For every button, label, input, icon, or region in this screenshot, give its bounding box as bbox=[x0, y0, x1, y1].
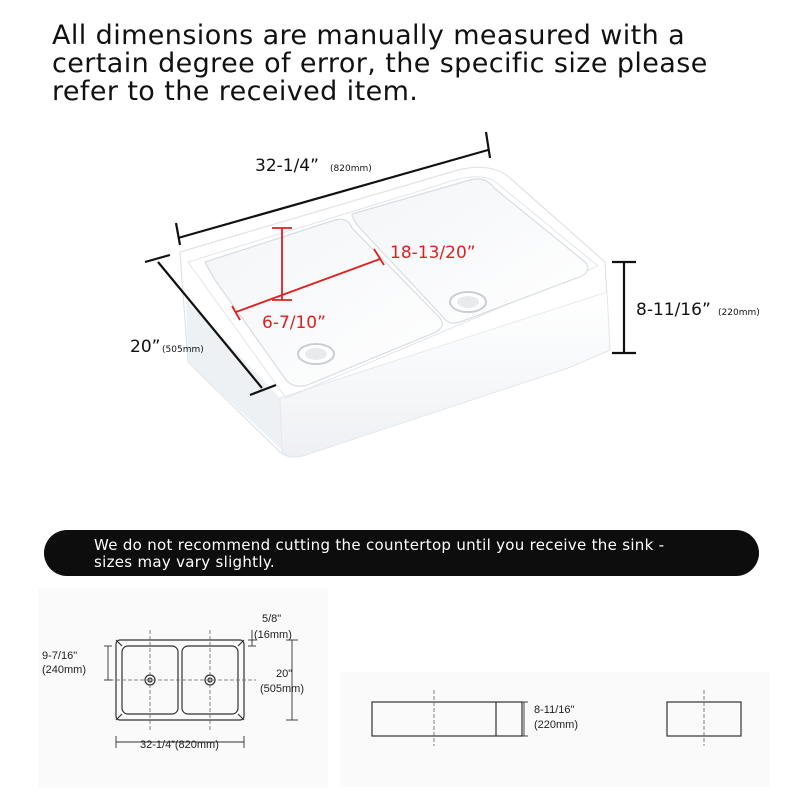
disclaimer-headline: All dimensions are manually measured with a certain degree of error, the specific size please refer to the received item. bbox=[52, 20, 708, 107]
bowl-depth-label: 6-7/10” bbox=[262, 313, 326, 333]
notice-line-2: sizes may vary slightly. bbox=[94, 553, 275, 571]
rim-metric: (16mm) bbox=[254, 629, 292, 641]
plan-depth-metric: (505mm) bbox=[260, 683, 305, 695]
notice-line-1: We do not recommend cutting the countertop until you receive the sink - bbox=[94, 536, 665, 554]
elevation-height-imperial: 8-11/16" bbox=[534, 704, 575, 716]
notice-text bbox=[94, 537, 734, 571]
length-mm-label: (820mm) bbox=[330, 164, 372, 174]
overall-height-dimension bbox=[612, 262, 636, 353]
bowl-length-label: 18-13/20” bbox=[390, 243, 476, 263]
height-mm-label: (220mm) bbox=[718, 308, 760, 318]
rim-imperial: 5/8" bbox=[262, 613, 282, 625]
length-label: 32-1/4” bbox=[255, 156, 319, 176]
bowl-width-metric: (240mm) bbox=[42, 664, 87, 676]
sink-render bbox=[180, 167, 610, 457]
depth-mm-label: (505mm) bbox=[162, 345, 204, 355]
bowl-width-imperial: 9-7/16" bbox=[42, 650, 78, 662]
plan-length-label: 32-1/4”(820mm) bbox=[140, 739, 219, 751]
elevation-height-metric: (220mm) bbox=[534, 719, 579, 731]
height-label: 8-11/16” bbox=[636, 300, 711, 320]
depth-label: 20” bbox=[130, 337, 161, 357]
notice-banner bbox=[44, 530, 759, 576]
plan-depth-imperial: 20" bbox=[276, 668, 293, 680]
